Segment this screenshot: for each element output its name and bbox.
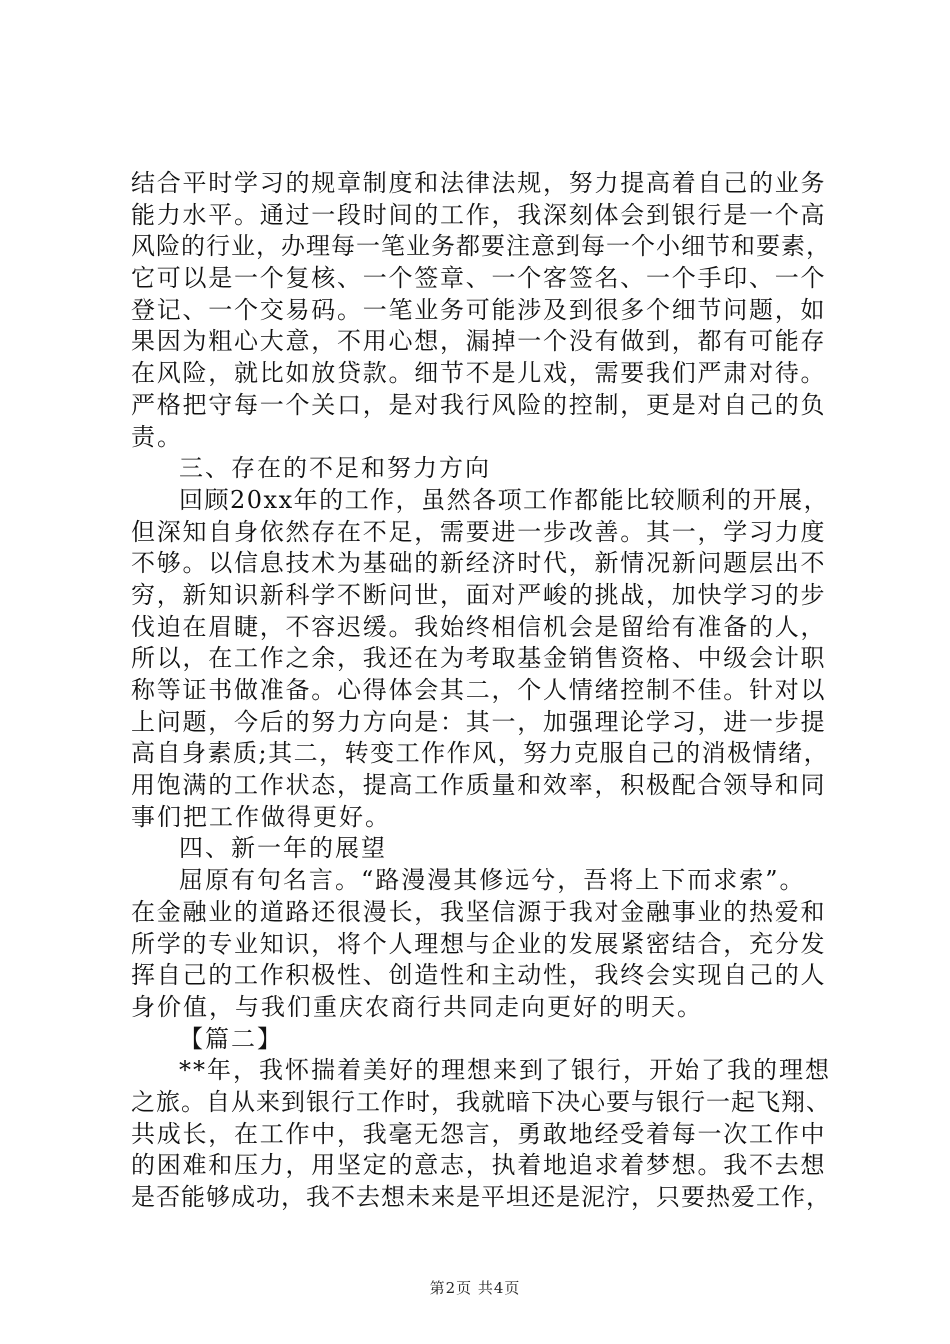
text-line: 结合平时学习的规章制度和法律法规，努力提高着自己的业务: [131, 169, 827, 197]
document-body: [131, 168, 831, 1214]
text-line: 用饱满的工作状态，提高工作质量和效率，积极配合领导和同: [131, 771, 827, 800]
text-line: 挥自己的工作积极性、创造性和主动性，我终会实现自己的人: [131, 961, 827, 990]
text-line: 所学的专业知识，将个人理想与企业的发展紧密结合，充分发: [131, 929, 827, 958]
text-line: 共成长，在工作中，我毫无怨言，勇敢地经受着每一次工作中: [131, 1119, 827, 1148]
text-line: 伐迫在眉睫，不容迟缓。我始终相信机会是留给有准备的人，: [131, 612, 827, 641]
text-line: 事们把工作做得更好。: [131, 802, 391, 831]
text-line: 三、存在的不足和努力方向: [179, 454, 491, 483]
text-line: 四、新一年的展望: [179, 834, 387, 863]
text-line: 在风险，就比如放贷款。细节不是儿戏，需要我们严肃对待。: [131, 359, 827, 388]
text-line: 风险的行业，办理每一笔业务都要注意到每一个小细节和要素，: [131, 232, 831, 261]
text-line: 责。: [131, 422, 183, 451]
page-footer: 第2页 共4页: [429, 1279, 521, 1297]
text-line: **年，我怀揣着美好的理想来到了银行，开始了我的理想: [179, 1056, 831, 1085]
text-line: 是否能够成功，我不去想未来是平坦还是泥泞，只要热爱工作，: [131, 1183, 831, 1211]
text-line: 所以，在工作之余，我还在为考取基金销售资格、中级会计职: [131, 644, 827, 673]
text-line: 登记、一个交易码。一笔业务可能涉及到很多个细节问题，如: [131, 295, 827, 324]
text-line: 不够。以信息技术为基础的新经济时代，新情况新问题层出不: [131, 549, 827, 578]
text-line: 严格把守每一个关口，是对我行风险的控制，更是对自己的负: [131, 390, 827, 419]
text-line: 回顾20xx年的工作，虽然各项工作都能比较顺利的开展，: [179, 485, 830, 514]
text-line: 称等证书做准备。心得体会其二，个人情绪控制不佳。针对以: [131, 676, 827, 704]
text-line: 【篇二】: [179, 1024, 283, 1053]
text-line: 但深知自身依然存在不足，需要进一步改善。其一，学习力度: [131, 517, 827, 546]
text-line: 之旅。自从来到银行工作时，我就暗下决心要与银行一起飞翔、: [131, 1087, 831, 1116]
text-line: 的困难和压力，用坚定的意志，执着地追求着梦想。我不去想: [131, 1151, 827, 1180]
text-line: 能力水平。通过一段时间的工作，我深刻体会到银行是一个高: [131, 200, 827, 229]
text-line: 穷，新知识新科学不断问世，面对严峻的挑战，加快学习的步: [131, 580, 827, 609]
text-line: 上问题，今后的努力方向是：其一，加强理论学习，进一步提: [131, 707, 827, 736]
text-line: 在金融业的道路还很漫长，我坚信源于我对金融事业的热爱和: [131, 897, 827, 926]
text-line: 高自身素质;其二，转变工作作风，努力克服自己的消极情绪，: [131, 739, 830, 768]
text-line: 身价值，与我们重庆农商行共同走向更好的明天。: [131, 992, 703, 1021]
text-line: 果因为粗心大意，不用心想，漏掉一个没有做到，都有可能存: [131, 327, 827, 356]
text-line: 屈原有句名言。“路漫漫其修远兮，吾将上下而求索”。: [179, 866, 806, 895]
text-line: 它可以是一个复核、一个签章、一个客签名、一个手印、一个: [131, 264, 827, 293]
